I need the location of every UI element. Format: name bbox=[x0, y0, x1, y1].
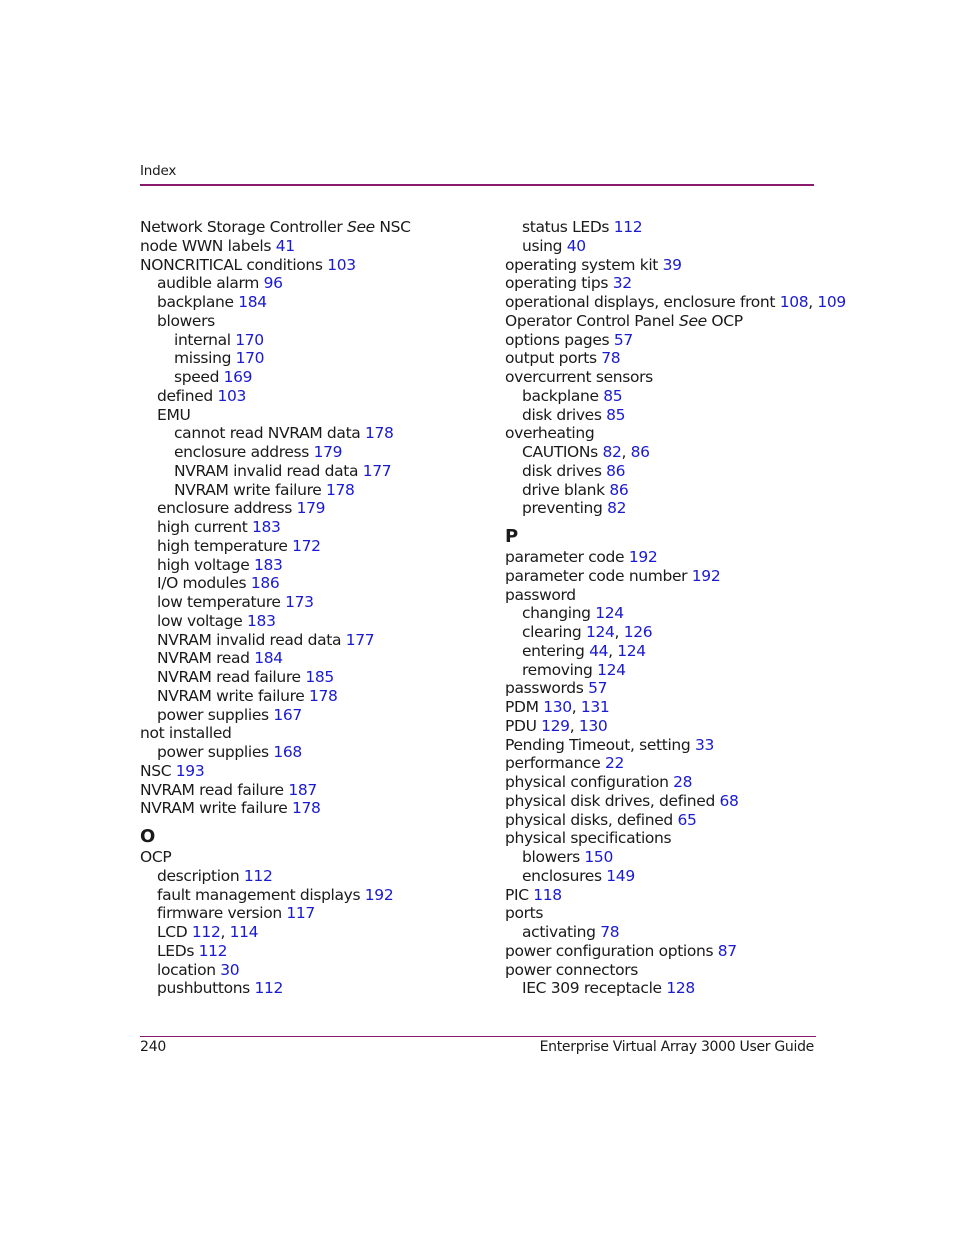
index-entry bbox=[140, 687, 470, 706]
index-entry bbox=[505, 923, 835, 942]
page-link[interactable]: 41 bbox=[275, 236, 295, 255]
page-link[interactable]: 103 bbox=[217, 386, 247, 405]
entry-term: Network Storage Controller bbox=[140, 218, 343, 236]
see-reference-target: NSC bbox=[379, 218, 411, 236]
entry-term: enclosure address bbox=[174, 443, 310, 461]
page-link[interactable]: 112 bbox=[191, 923, 221, 941]
entry-term: speed bbox=[174, 368, 220, 386]
entry-term: IEC 309 receptacle bbox=[522, 979, 662, 998]
page-link[interactable]: 187 bbox=[288, 780, 317, 799]
entry-term: parameter code bbox=[505, 548, 625, 566]
entry-term: fault management displays bbox=[157, 885, 361, 904]
entry-term: location bbox=[157, 960, 216, 979]
index-entry: PDU 129, 130 bbox=[505, 716, 608, 735]
entry-term: enclosures bbox=[522, 866, 602, 885]
index-entry bbox=[140, 706, 470, 725]
entry-term: overheating bbox=[505, 424, 595, 443]
page-link[interactable]: 179 bbox=[313, 443, 343, 461]
index-entry bbox=[505, 604, 835, 623]
index-entry bbox=[140, 237, 470, 256]
index-entry bbox=[140, 406, 470, 425]
index-entry bbox=[140, 556, 470, 575]
entry-term: high temperature bbox=[157, 536, 288, 555]
page-link[interactable]: 117 bbox=[286, 904, 315, 923]
index-entry bbox=[140, 979, 470, 998]
entry-term: power supplies bbox=[157, 705, 269, 724]
entry-term: backplane bbox=[157, 293, 234, 311]
page-link[interactable]: 57 bbox=[613, 330, 633, 349]
entry-term: overcurrent sensors bbox=[505, 368, 653, 386]
page-link[interactable]: 126 bbox=[623, 623, 653, 641]
index-entry bbox=[140, 724, 470, 743]
index-entry bbox=[140, 942, 470, 961]
entry-term: NVRAM write failure bbox=[157, 686, 305, 705]
page-link[interactable]: 150 bbox=[584, 848, 613, 866]
index-entry: entering 44, 124 bbox=[522, 641, 646, 660]
entry-term: not installed bbox=[140, 724, 232, 743]
page-link[interactable]: 86 bbox=[630, 443, 650, 461]
index-entry bbox=[140, 368, 470, 387]
entry-term: blowers bbox=[157, 311, 215, 330]
page-link[interactable]: 112 bbox=[254, 979, 284, 998]
index-entry bbox=[505, 773, 835, 792]
page-link[interactable]: 112 bbox=[198, 941, 228, 960]
page-link[interactable]: 178 bbox=[326, 480, 355, 499]
entry-term: NVRAM invalid read data bbox=[157, 630, 342, 649]
index-entry bbox=[505, 661, 835, 680]
page-link[interactable]: 186 bbox=[250, 574, 280, 593]
footer-rule bbox=[140, 1036, 816, 1037]
index-entry bbox=[505, 886, 835, 905]
page-link[interactable]: 78 bbox=[601, 349, 621, 368]
entry-term: options pages bbox=[505, 330, 610, 349]
entry-term: NVRAM write failure bbox=[174, 480, 322, 499]
section-letter: O bbox=[140, 826, 155, 847]
entry-term: EMU bbox=[157, 405, 191, 424]
page-link[interactable]: 130 bbox=[543, 698, 572, 716]
page-link[interactable]: 118 bbox=[533, 885, 562, 904]
entry-term: password bbox=[505, 585, 576, 604]
page-link[interactable]: 172 bbox=[292, 536, 321, 555]
entry-term: CAUTIONs bbox=[522, 443, 598, 461]
page-link[interactable]: 32 bbox=[612, 274, 632, 293]
index-entry bbox=[505, 792, 835, 811]
entry-term: operating tips bbox=[505, 274, 609, 293]
entry-term: changing bbox=[522, 604, 591, 623]
index-column-right bbox=[505, 218, 846, 998]
index-entry bbox=[140, 218, 470, 237]
entry-term: low temperature bbox=[157, 593, 281, 611]
index-entry bbox=[140, 256, 470, 275]
entry-term: clearing bbox=[522, 623, 582, 641]
page-link[interactable]: 192 bbox=[628, 548, 658, 566]
index-entry bbox=[140, 799, 470, 818]
index-entry bbox=[140, 331, 470, 350]
entry-term: high voltage bbox=[157, 555, 250, 574]
running-header: Index bbox=[140, 163, 177, 179]
index-entry bbox=[140, 867, 470, 886]
index-entry: clearing 124, 126 bbox=[522, 623, 653, 641]
entry-term: power supplies bbox=[157, 743, 269, 761]
page-link[interactable]: 173 bbox=[285, 593, 314, 611]
entry-term: firmware version bbox=[157, 904, 282, 923]
entry-term: NVRAM read failure bbox=[157, 668, 301, 686]
entry-term: description bbox=[157, 866, 240, 885]
page-link[interactable]: 167 bbox=[273, 705, 302, 724]
index-entry bbox=[505, 349, 835, 368]
index-entry bbox=[140, 781, 470, 800]
entry-term: passwords bbox=[505, 679, 584, 698]
index-entry bbox=[140, 593, 470, 612]
page-link[interactable]: 30 bbox=[220, 960, 240, 979]
header-rule bbox=[140, 184, 814, 186]
page-link[interactable]: 185 bbox=[305, 668, 334, 686]
page-link[interactable]: 170 bbox=[235, 349, 265, 368]
index-entry bbox=[505, 942, 835, 961]
index-entry bbox=[140, 848, 470, 867]
entry-term: blowers bbox=[522, 848, 580, 866]
entry-term: PDU bbox=[505, 716, 537, 735]
index-entry bbox=[140, 312, 470, 331]
entry-term: defined bbox=[157, 386, 213, 405]
index-entry bbox=[505, 331, 835, 350]
index-entry bbox=[140, 668, 470, 687]
page-link[interactable]: 39 bbox=[662, 255, 682, 274]
page-link[interactable]: 178 bbox=[309, 686, 338, 705]
entry-term: NSC bbox=[140, 761, 172, 780]
index-entry bbox=[505, 811, 835, 830]
page-link[interactable]: 177 bbox=[362, 461, 392, 480]
index-entry bbox=[505, 867, 835, 886]
entry-term: Operator Control Panel bbox=[505, 311, 675, 330]
page-link[interactable]: 192 bbox=[691, 566, 721, 585]
entry-term: OCP bbox=[140, 848, 172, 866]
index-entry bbox=[140, 961, 470, 980]
index-entry bbox=[140, 537, 470, 556]
index-entry bbox=[505, 567, 835, 586]
page-link[interactable]: 87 bbox=[717, 941, 737, 960]
index-entry bbox=[505, 979, 835, 998]
index-entry bbox=[140, 499, 470, 518]
index-entry bbox=[140, 349, 470, 368]
index-entry bbox=[505, 312, 835, 331]
entry-term: parameter code number bbox=[505, 566, 688, 585]
document-title: Enterprise Virtual Array 3000 User Guide bbox=[539, 1039, 814, 1055]
index-entry bbox=[505, 256, 835, 275]
page-link[interactable]: 86 bbox=[609, 480, 629, 499]
entry-term: pushbuttons bbox=[157, 979, 250, 998]
index-entry bbox=[140, 462, 470, 481]
entry-term: power configuration options bbox=[505, 941, 714, 960]
page-link[interactable]: 109 bbox=[817, 293, 846, 311]
page-link[interactable]: 85 bbox=[603, 386, 623, 405]
entry-term: I/O modules bbox=[157, 574, 247, 593]
page-link[interactable]: 108 bbox=[779, 293, 809, 311]
page-link[interactable]: 184 bbox=[238, 293, 267, 311]
entry-term: activating bbox=[522, 923, 596, 941]
index-entry bbox=[140, 424, 470, 443]
index-entry bbox=[505, 368, 835, 387]
page-link[interactable]: 78 bbox=[600, 923, 620, 941]
index-entry bbox=[505, 462, 835, 481]
index-entry bbox=[140, 481, 470, 500]
page-link[interactable]: 96 bbox=[263, 274, 283, 293]
page-link[interactable]: 178 bbox=[292, 799, 321, 818]
entry-term: NVRAM write failure bbox=[140, 799, 288, 818]
entry-term: entering bbox=[522, 641, 585, 660]
page-link[interactable]: 128 bbox=[666, 979, 695, 998]
entry-term: enclosure address bbox=[157, 499, 293, 518]
index-entry bbox=[505, 481, 835, 500]
page-link[interactable]: 130 bbox=[578, 716, 608, 735]
entry-term: using bbox=[522, 236, 563, 255]
index-entry bbox=[505, 387, 835, 406]
entry-term: operational displays, enclosure front bbox=[505, 293, 776, 311]
index-entry bbox=[140, 612, 470, 631]
page-link[interactable]: 177 bbox=[345, 630, 375, 649]
entry-term: operating system kit bbox=[505, 255, 659, 274]
index-entry bbox=[505, 904, 835, 923]
page-link[interactable]: 124 bbox=[585, 623, 615, 641]
entry-term: physical disks, defined bbox=[505, 810, 673, 829]
index-entry bbox=[140, 886, 470, 905]
page-link[interactable]: 124 bbox=[595, 604, 624, 623]
index-entry bbox=[505, 961, 835, 980]
entry-term: disk drives bbox=[522, 405, 602, 424]
index-entry: LCD 112, 114 bbox=[157, 923, 259, 941]
page-link[interactable]: 179 bbox=[296, 499, 326, 518]
see-reference-target: OCP bbox=[711, 311, 743, 330]
index-entry bbox=[140, 743, 470, 762]
page-link[interactable]: 82 bbox=[607, 499, 627, 518]
page-link[interactable]: 170 bbox=[235, 330, 264, 349]
index-entry: PDM 130, 131 bbox=[505, 698, 610, 716]
page-link[interactable]: 124 bbox=[617, 641, 646, 660]
page-link[interactable]: 28 bbox=[673, 773, 693, 791]
index-entry bbox=[140, 631, 470, 650]
page-link[interactable]: 82 bbox=[602, 443, 622, 461]
entry-term: PIC bbox=[505, 885, 529, 904]
index-entry bbox=[140, 293, 470, 312]
entry-term: power connectors bbox=[505, 960, 638, 979]
entry-term: cannot read NVRAM data bbox=[174, 424, 361, 443]
entry-term: removing bbox=[522, 660, 593, 679]
page-link[interactable]: 103 bbox=[327, 255, 356, 274]
entry-term: NVRAM read bbox=[157, 649, 250, 668]
entry-term: NONCRITICAL conditions bbox=[140, 255, 323, 274]
index-entry bbox=[505, 406, 835, 425]
page-link[interactable]: 68 bbox=[719, 791, 739, 810]
index-entry bbox=[140, 274, 470, 293]
page-link[interactable]: 192 bbox=[364, 885, 394, 904]
page-link[interactable]: 183 bbox=[252, 518, 281, 536]
see-reference-label: See bbox=[678, 311, 707, 330]
entry-term: status LEDs bbox=[522, 218, 610, 236]
entry-term: audible alarm bbox=[157, 274, 260, 293]
page-link[interactable]: 129 bbox=[541, 716, 570, 735]
entry-term: Pending Timeout, setting bbox=[505, 735, 691, 754]
page-link[interactable]: 86 bbox=[606, 461, 626, 480]
entry-term: LCD bbox=[157, 923, 188, 941]
page-number: 240 bbox=[140, 1039, 167, 1055]
index-entry bbox=[505, 218, 835, 237]
entry-term: physical disk drives, defined bbox=[505, 791, 715, 810]
page-link[interactable]: 124 bbox=[597, 660, 626, 679]
index-entry bbox=[140, 518, 470, 537]
index-entry bbox=[505, 499, 835, 518]
page-link[interactable]: 184 bbox=[254, 649, 283, 668]
index-entry bbox=[505, 754, 835, 773]
entry-term: output ports bbox=[505, 349, 597, 368]
page-link[interactable]: 193 bbox=[175, 761, 205, 780]
index-entry: CAUTIONs 82, 86 bbox=[522, 443, 650, 461]
index-entry bbox=[140, 443, 470, 462]
entry-term: performance bbox=[505, 754, 601, 773]
page-link[interactable]: 57 bbox=[588, 679, 608, 698]
page-link[interactable]: 22 bbox=[605, 754, 625, 773]
entry-term: physical specifications bbox=[505, 829, 672, 848]
index-entry bbox=[505, 237, 835, 256]
see-reference-label: See bbox=[346, 218, 375, 236]
entry-term: preventing bbox=[522, 499, 603, 518]
page-link[interactable]: 168 bbox=[273, 743, 302, 761]
page-link[interactable]: 183 bbox=[254, 555, 283, 574]
entry-term: LEDs bbox=[157, 941, 195, 960]
page-link[interactable]: 33 bbox=[694, 735, 715, 754]
index-entry bbox=[505, 679, 835, 698]
page-link[interactable]: 112 bbox=[243, 866, 273, 885]
entry-term: node WWN labels bbox=[140, 236, 272, 255]
entry-term: drive blank bbox=[522, 480, 605, 499]
entry-term: backplane bbox=[522, 386, 599, 405]
entry-term: internal bbox=[174, 330, 231, 349]
page-link[interactable]: 149 bbox=[606, 866, 635, 885]
page-link[interactable]: 178 bbox=[365, 424, 394, 443]
page-link[interactable]: 40 bbox=[566, 236, 586, 255]
index-entry bbox=[505, 274, 835, 293]
page-link[interactable]: 114 bbox=[229, 923, 259, 941]
entry-term: low voltage bbox=[157, 611, 243, 630]
index-entry bbox=[140, 762, 470, 781]
index-entry bbox=[140, 387, 470, 406]
page-link[interactable]: 169 bbox=[223, 368, 253, 386]
index-entry bbox=[505, 829, 835, 848]
page-link[interactable]: 112 bbox=[613, 218, 643, 236]
index-entry: operational displays, enclosure front 108, 109 bbox=[505, 293, 846, 311]
page-link[interactable]: 65 bbox=[677, 810, 697, 829]
index-entry bbox=[505, 586, 835, 605]
index-entry bbox=[505, 848, 835, 867]
index-entry bbox=[505, 548, 835, 567]
entry-term: NVRAM read failure bbox=[140, 780, 284, 799]
entry-term: physical configuration bbox=[505, 773, 669, 791]
entry-term: missing bbox=[174, 349, 232, 368]
section-letter: P bbox=[505, 526, 518, 547]
entry-term: PDM bbox=[505, 698, 539, 716]
index-entry bbox=[140, 574, 470, 593]
page-link[interactable]: 85 bbox=[606, 405, 626, 424]
entry-term: ports bbox=[505, 904, 544, 923]
index-entry bbox=[140, 904, 470, 923]
page-link[interactable]: 131 bbox=[580, 698, 610, 716]
page-link[interactable]: 183 bbox=[247, 611, 276, 630]
entry-term: high current bbox=[157, 518, 248, 536]
page-link[interactable]: 44 bbox=[589, 641, 609, 660]
index-entry bbox=[505, 424, 835, 443]
index-entry bbox=[140, 649, 470, 668]
entry-term: disk drives bbox=[522, 461, 602, 480]
index-entry bbox=[505, 736, 835, 755]
entry-term: NVRAM invalid read data bbox=[174, 461, 359, 480]
index-column-left bbox=[140, 218, 470, 998]
